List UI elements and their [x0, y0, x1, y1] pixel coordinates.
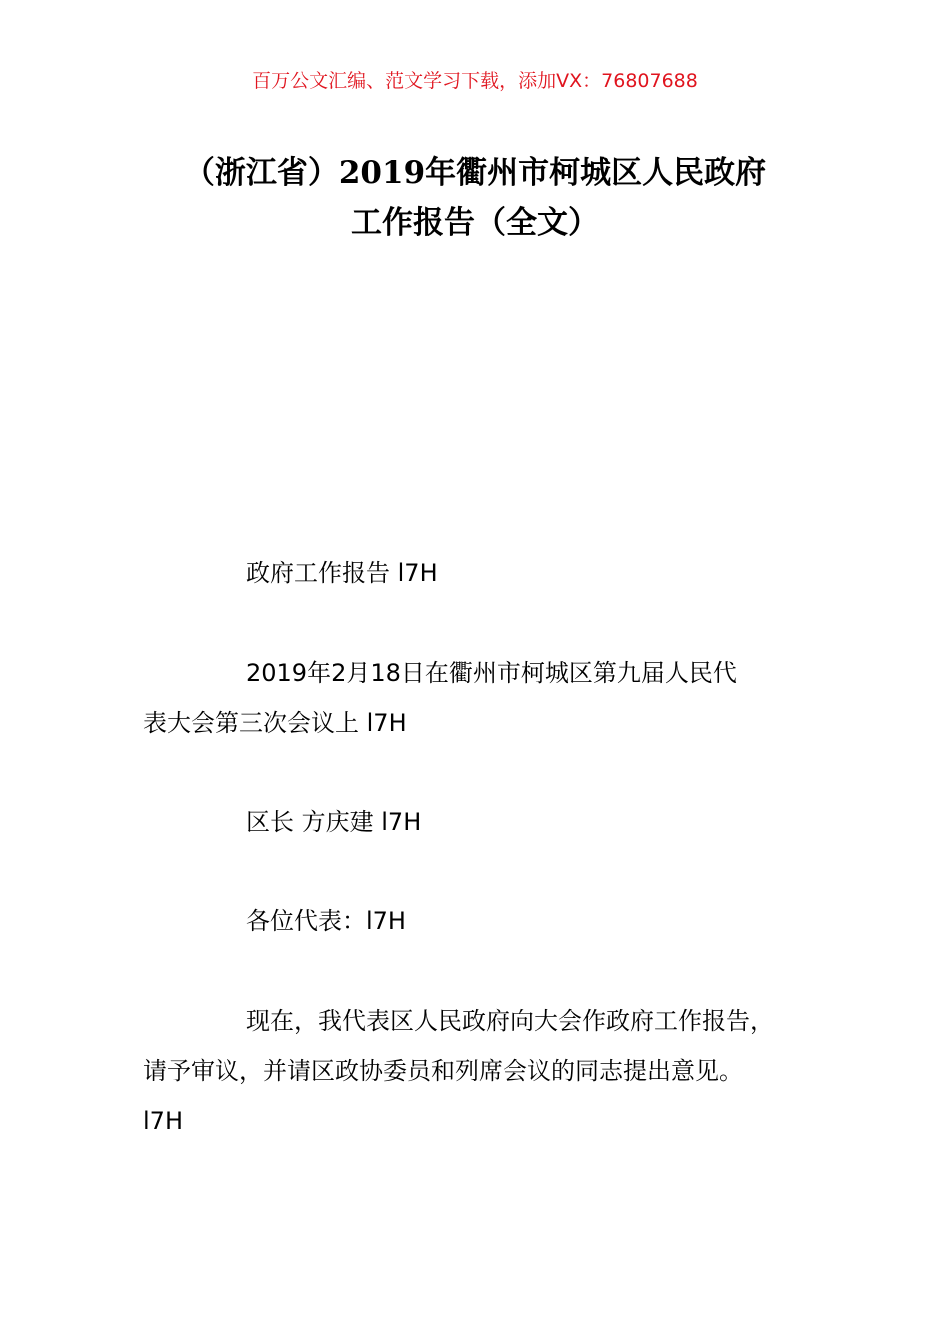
opening-paragraph [143, 996, 843, 1146]
document-title [0, 148, 950, 248]
meeting-info-line-1: 2019年2月18日在衢州市柯城区第九届人民代 [246, 659, 737, 687]
meeting-info-line-2: 表大会第三次会议上 l7H [143, 709, 407, 737]
speaker-paragraph: 区长 方庆建 l7H [246, 808, 422, 836]
report-heading-paragraph: 政府工作报告 l7H [246, 559, 438, 587]
opening-line-2: 请予审议，并请区政协委员和列席会议的同志提出意见。 [143, 1057, 743, 1085]
watermark-header: 百万公文汇编、范文学习下载，添加VX：76807688 [252, 70, 698, 92]
salutation-paragraph: 各位代表：l7H [246, 907, 406, 935]
title-line-1: （浙江省）2019年衢州市柯城区人民政府 [183, 155, 767, 191]
opening-line-3: l7H [143, 1107, 183, 1135]
meeting-info-paragraph [143, 648, 843, 748]
opening-line-1: 现在，我代表区人民政府向大会作政府工作报告， [246, 1007, 774, 1035]
title-line-2: 工作报告（全文） [351, 205, 599, 241]
